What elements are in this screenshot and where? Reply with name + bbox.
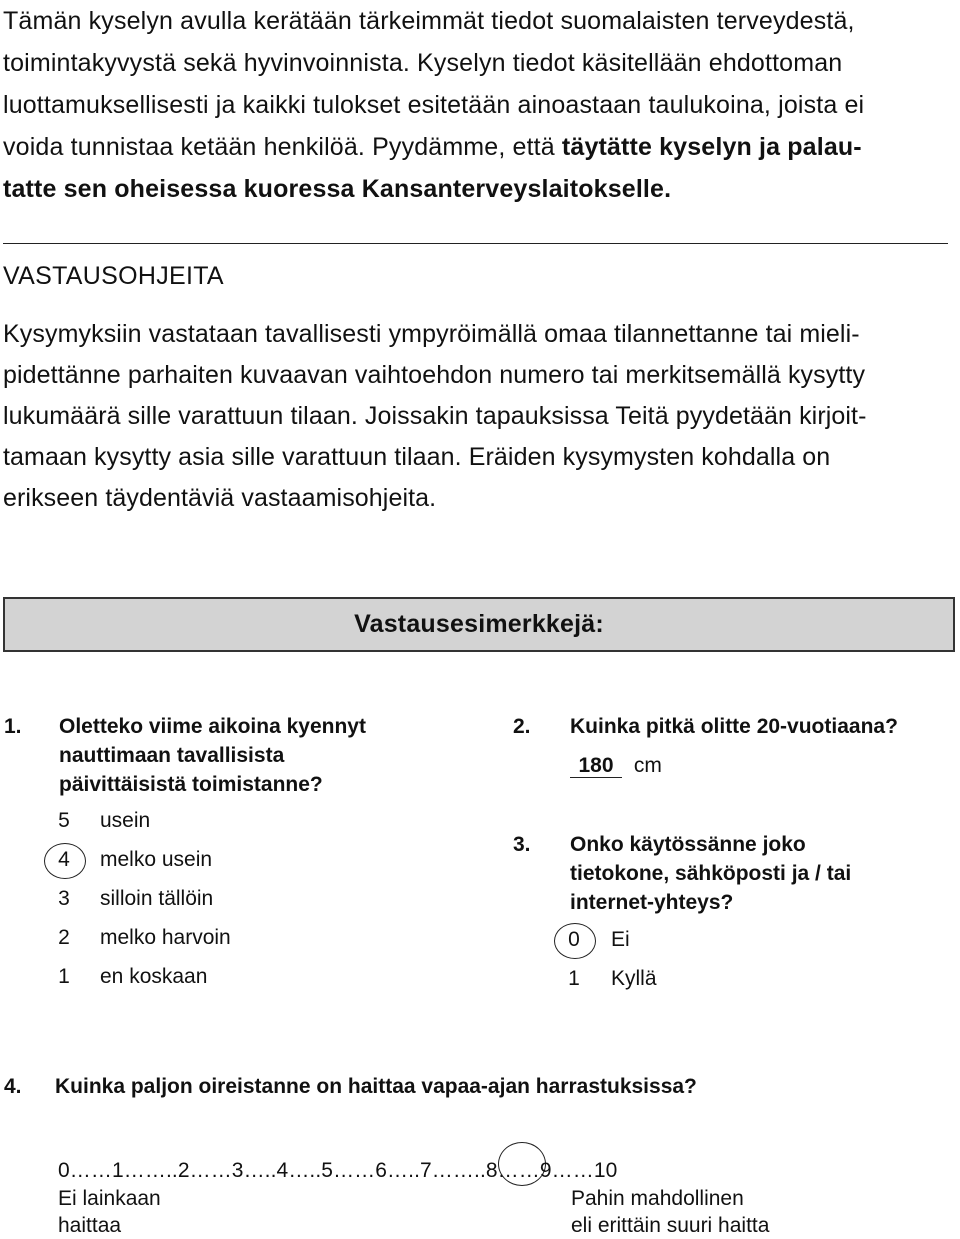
question-text-line: Onko käytössänne joko — [570, 833, 806, 856]
anchor-line: haittaa — [58, 1214, 122, 1237]
question-text: Kuinka pitkä olitte 20-vuotiaana? — [570, 715, 898, 738]
question-number: 4. — [4, 1075, 22, 1098]
intro-line: toimintakyvystä sekä hyvinvoinnista. Kyselyn tiedot käsitellään ehdottoman — [3, 49, 843, 77]
question-text-line: nauttimaan tavallisista — [59, 744, 285, 767]
option-code: 3 — [58, 887, 70, 910]
question-text-line: päivittäisistä toimistanne? — [59, 773, 323, 796]
examples-banner — [3, 597, 955, 652]
intro-line — [3, 168, 958, 210]
question-4 — [4, 1072, 944, 1102]
option-code: 5 — [58, 809, 70, 832]
q1-option-2[interactable] — [50, 925, 231, 951]
option-label: en koskaan — [100, 965, 208, 988]
instructions-paragraph — [3, 314, 958, 519]
option-label: Kyllä — [611, 967, 657, 990]
rating-scale[interactable]: 0……1……..2……3…..4…..5……6…..7……..8……9……10 — [58, 1159, 618, 1182]
scale-high-anchor — [571, 1185, 769, 1239]
intro-paragraph — [3, 0, 958, 210]
question-text-line: internet-yhteys? — [570, 891, 734, 914]
question-text — [59, 712, 366, 799]
q3-option-0[interactable] — [561, 927, 630, 953]
q1-option-1[interactable] — [50, 964, 207, 990]
q1-option-4[interactable] — [50, 847, 212, 873]
scale-low-anchor — [58, 1185, 161, 1239]
question-text-line: tietokone, sähköposti ja / tai — [570, 862, 852, 885]
option-label: silloin tällöin — [100, 887, 214, 910]
question-number: 2. — [513, 715, 531, 738]
height-answer[interactable] — [570, 753, 662, 779]
option-code: 0 — [568, 928, 580, 951]
q3-option-1[interactable] — [561, 966, 657, 992]
height-value: 180 — [570, 755, 622, 778]
question-1 — [4, 712, 444, 802]
option-label: melko usein — [100, 848, 213, 871]
instructions-line: erikseen täydentäviä vastaamisohjeita. — [3, 484, 437, 512]
intro-line-plain: voida tunnistaa ketään henkilöä. Pyydämme, että — [3, 133, 562, 161]
instructions-heading: VASTAUSOHJEITA — [3, 262, 224, 290]
intro-line: luottamuksellisesti ja kaikki tulokset esitetään ainoastaan taulukoina, joista ei — [3, 91, 865, 119]
instructions-line: pidettänne parhaiten kuvaavan vaihtoehdon numero tai merkitsemällä kysytty — [3, 361, 866, 389]
option-label: melko harvoin — [100, 926, 231, 949]
question-number: 3. — [513, 833, 531, 856]
q1-option-5[interactable] — [50, 808, 150, 834]
question-number: 1. — [4, 715, 22, 738]
question-2 — [513, 712, 953, 742]
option-code: 2 — [58, 926, 70, 949]
option-label: Ei — [611, 928, 630, 951]
option-code: 4 — [58, 848, 70, 871]
height-unit: cm — [633, 754, 662, 777]
examples-banner-title: Vastausesimerkkejä: — [354, 610, 604, 638]
option-label: usein — [100, 809, 151, 832]
option-code: 1 — [568, 967, 580, 990]
intro-emphasis: täytätte kyselyn ja palau- — [561, 133, 862, 161]
option-code: 1 — [58, 965, 70, 988]
instructions-line: tamaan kysytty asia sille varattuun tilaan. Eräiden kysymysten kohdalla on — [3, 443, 831, 471]
instructions-line: lukumäärä sille varattuun tilaan. Joissakin tapauksissa Teitä pyydetään kirjoit- — [3, 402, 867, 430]
anchor-line: Ei lainkaan — [58, 1187, 161, 1210]
intro-emphasis: tatte sen oheisessa kuoressa Kansanterveyslaitokselle. — [3, 175, 672, 203]
anchor-line: eli erittäin suuri haitta — [571, 1214, 770, 1237]
anchor-line: Pahin mahdollinen — [571, 1187, 744, 1210]
q1-option-3[interactable] — [50, 886, 213, 912]
section-divider — [3, 243, 948, 244]
question-text: Kuinka paljon oireistanne on haittaa vapaa-ajan harrastuksissa? — [55, 1075, 697, 1098]
intro-line — [3, 126, 958, 168]
question-text — [570, 830, 851, 917]
intro-line: Tämän kyselyn avulla kerätään tärkeimmät tiedot suomalaisten terveydestä, — [3, 7, 855, 35]
instructions-line: Kysymyksiin vastataan tavallisesti ympyröimällä omaa tilannettanne tai mieli- — [3, 320, 860, 348]
question-text-line: Oletteko viime aikoina kyennyt — [59, 715, 366, 738]
question-3 — [513, 830, 953, 920]
